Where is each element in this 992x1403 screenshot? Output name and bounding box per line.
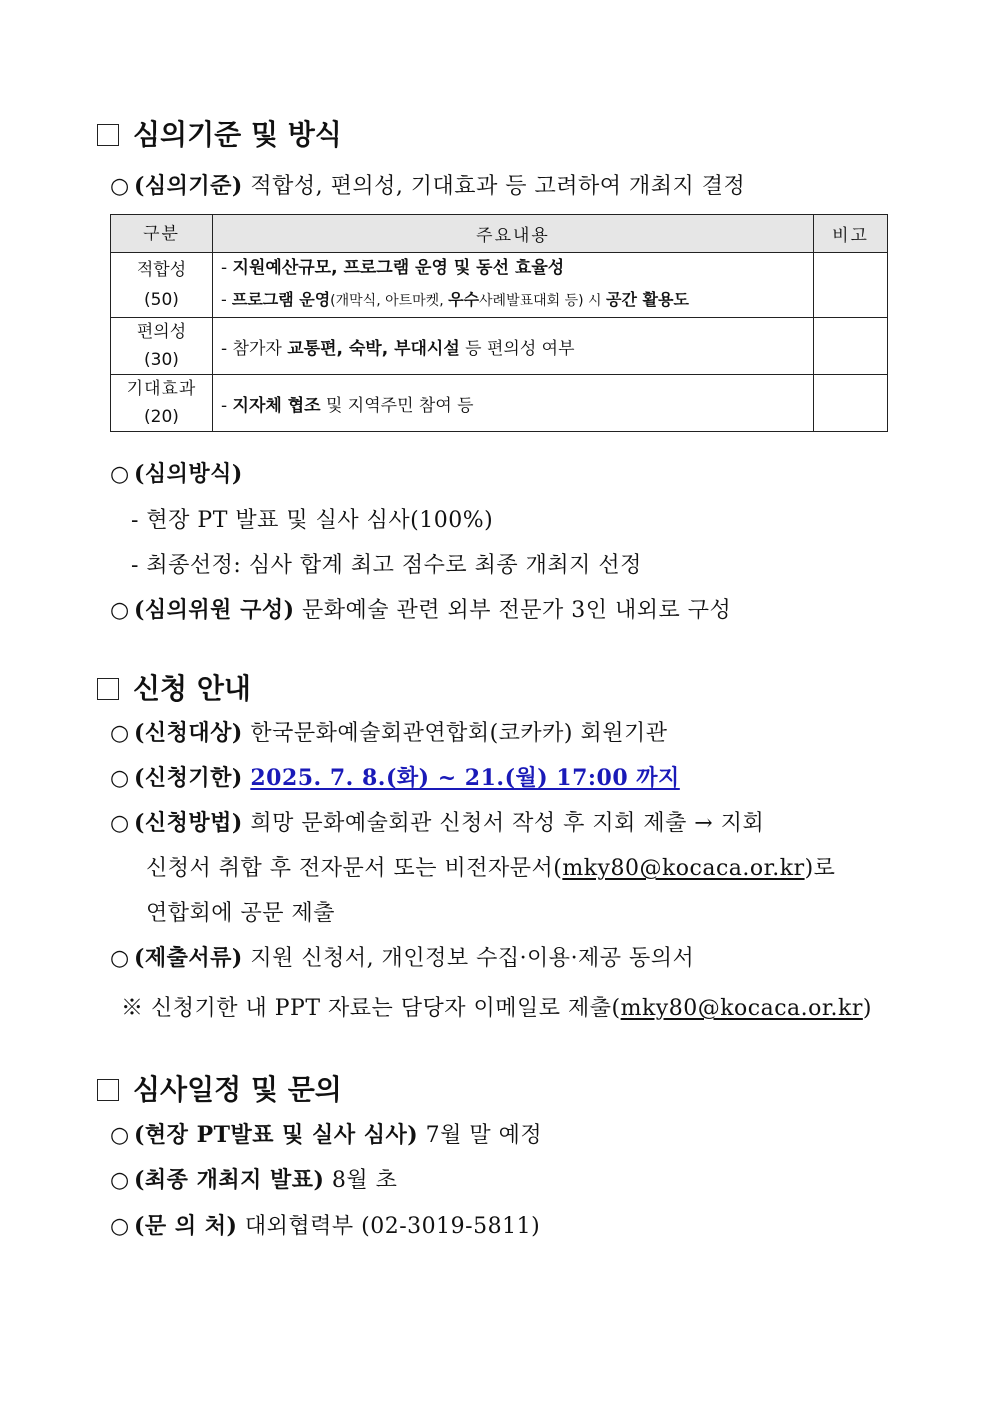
committee-line: ○ (심의위원 구성) 문화예술 관련 외부 전문가 3인 내외로 구성 [110, 597, 732, 623]
criteria-line: ○ (심의기준) 적합성, 편의성, 기대효과 등 고려하여 개최지 결정 [110, 173, 746, 199]
section-heading-schedule: 심사일정 및 문의 [97, 1068, 342, 1108]
bullet-icon: ○ [110, 598, 130, 623]
bullet-icon: ○ [110, 462, 130, 487]
table-row [111, 318, 888, 375]
pt-line: ○ (현장 PT발표 및 실사 심사) 7월 말 예정 [110, 1122, 543, 1148]
table-row [111, 375, 888, 432]
bullet-icon: ○ [110, 721, 130, 746]
email-link[interactable]: mky80@kocaca.or.kr [562, 856, 805, 881]
checkbox-square-icon [97, 1079, 119, 1101]
method-line: ○ (심의방식) [110, 461, 243, 487]
note-cell [814, 318, 888, 375]
checkbox-square-icon [97, 678, 119, 700]
apply-method-line3: 연합회에 공문 제출 [146, 901, 336, 926]
bullet-icon: ○ [110, 1123, 130, 1148]
content-cell: - 지자체 협조 및 지역주민 참여 등 [213, 375, 814, 432]
bullet-icon: ○ [110, 174, 130, 199]
table-header: 주요내용 [213, 215, 814, 253]
table-header: 비고 [814, 215, 888, 253]
bullet-icon: ○ [110, 766, 130, 791]
apply-method-line: ○ (신청방법) 희망 문화예술회관 신청서 작성 후 지회 제출 → 지회 [110, 810, 765, 836]
bullet-icon: ○ [110, 1214, 130, 1239]
contact-line: ○ (문 의 처) 대외협력부 (02-3019-5811) [110, 1213, 541, 1239]
docs-line: ○ (제출서류) 지원 신청서, 개인정보 수집·이용·제공 동의서 [110, 945, 695, 971]
target-line: ○ (신청대상) 한국문화예술회관연합회(코카카) 회원기관 [110, 720, 668, 746]
bullet-icon: ○ [110, 1168, 130, 1193]
category-cell: 적합성 (50) [111, 253, 213, 318]
note-line: ※ 신청기한 내 PPT 자료는 담당자 이메일로 제출(mky80@kocaca.or.kr) [121, 996, 872, 1021]
final-line: ○ (최종 개최지 발표) 8월 초 [110, 1167, 398, 1193]
apply-method-line2: 신청서 취합 후 전자문서 또는 비전자문서(mky80@kocaca.or.kr)로 [146, 856, 836, 881]
criteria-table [110, 214, 888, 432]
table-header: 구분 [111, 215, 213, 253]
table-header-row [111, 215, 888, 253]
note-cell [814, 253, 888, 318]
section-heading-criteria: 심의기준 및 방식 [97, 113, 342, 153]
note-cell [814, 375, 888, 432]
bullet-icon: ○ [110, 946, 130, 971]
email-link[interactable]: mky80@kocaca.or.kr [620, 996, 863, 1021]
category-cell: 편의성 (30) [111, 318, 213, 375]
content-cell: - 참가자 교통편, 숙박, 부대시설 등 편의성 여부 [213, 318, 814, 375]
method-item: - 현장 PT 발표 및 실사 심사(100%) [131, 508, 494, 533]
table-row [111, 253, 888, 318]
deadline-date: 2025. 7. 8.(화) ~ 21.(월) 17:00 까지 [250, 765, 680, 791]
checkbox-square-icon [97, 124, 119, 146]
category-cell: 기대효과 (20) [111, 375, 213, 432]
content-cell: - 지원예산규모, 프로그램 운영 및 동선 효율성 - 프로그램 운영(개막식, 아트마켓, 우수사례발표대회 등) 시 공간 활용도 [213, 253, 814, 318]
section-heading-application: 신청 안내 [97, 667, 251, 707]
method-item: - 최종선정: 심사 합계 최고 점수로 최종 개최지 선정 [131, 553, 642, 578]
bullet-icon: ○ [110, 811, 130, 836]
deadline-line: ○ (신청기한) 2025. 7. 8.(화) ~ 21.(월) 17:00 까지 [110, 765, 680, 791]
